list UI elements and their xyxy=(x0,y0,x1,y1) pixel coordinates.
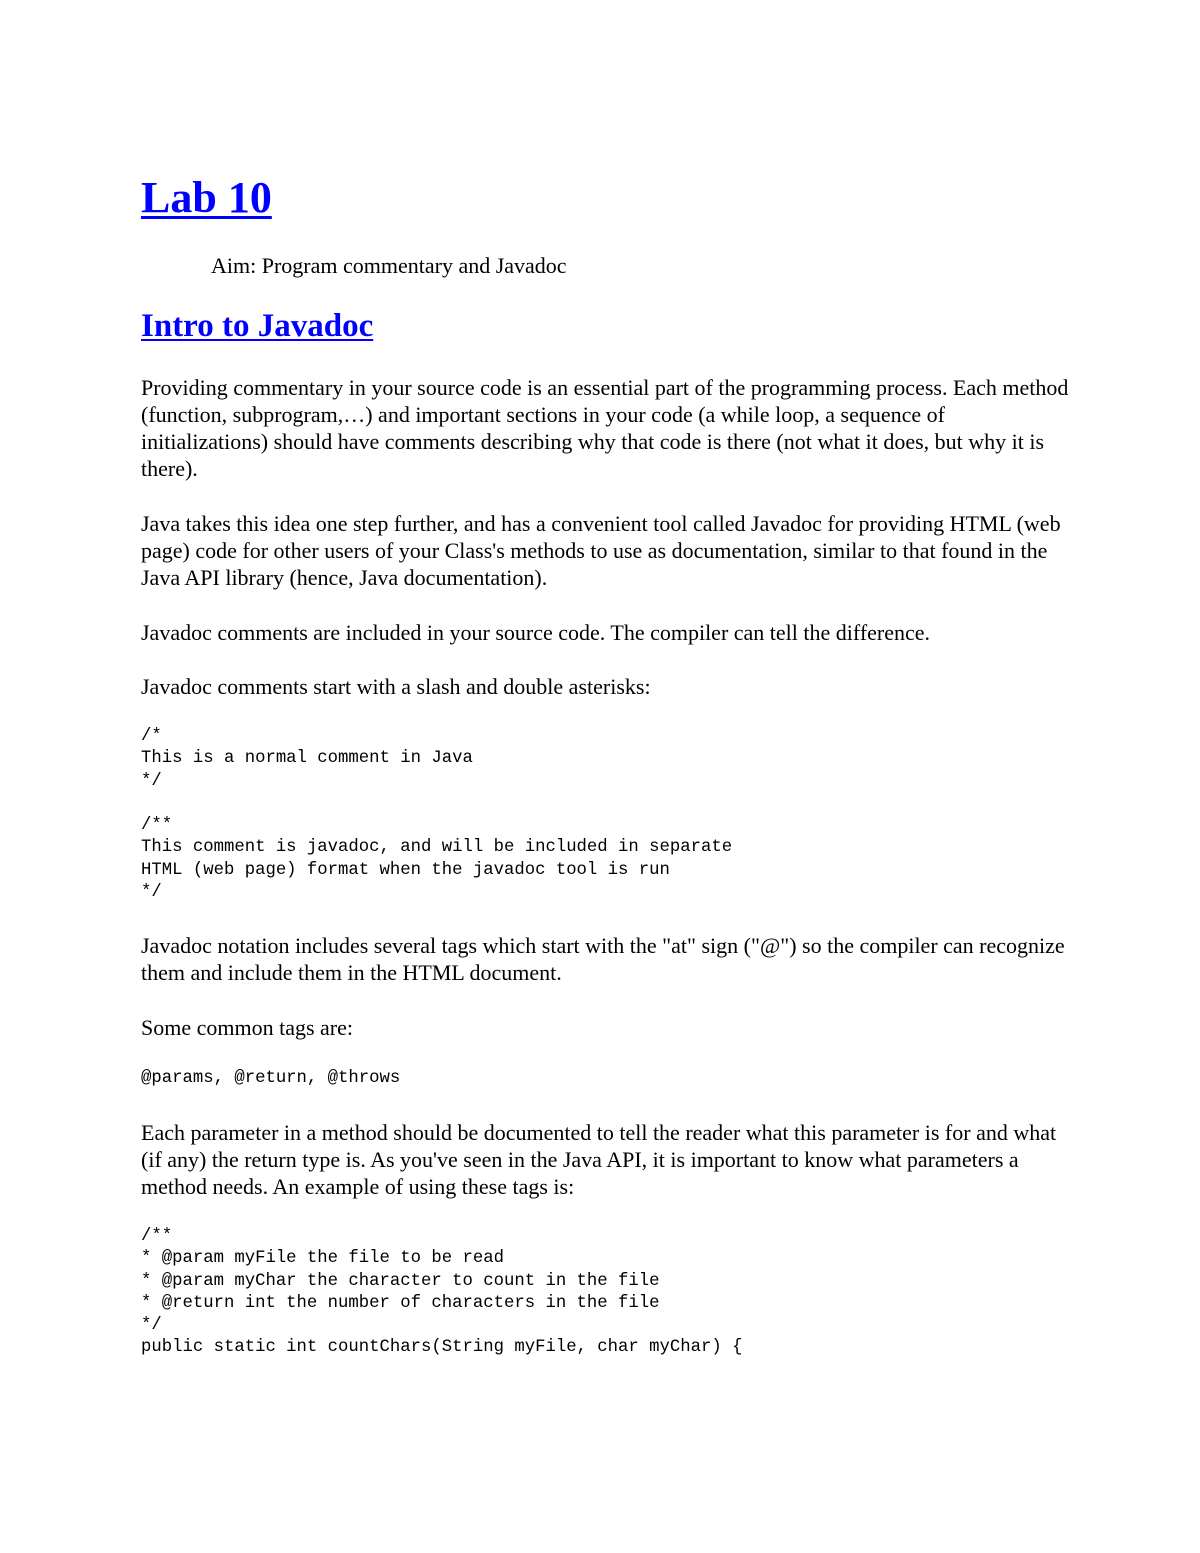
paragraph-javadoc-start: Javadoc comments start with a slash and double asterisks: xyxy=(141,674,651,699)
paragraph-intro: Providing commentary in your source code is an essential part of the programming process. Each method (function, subprogram,…) and important sections in your code (a while loop, a sequence of initializations) should have comments describing why that code is there (not what it does, but why it is there). xyxy=(141,375,1069,481)
code-block-tags: @params, @return, @throws xyxy=(141,1069,401,1088)
paragraph-each-parameter: Each parameter in a method should be documented to tell the reader what this parameter is for and what (if any) the return type is. As you've seen in the Java API, it is important to know what parameters a method needs. An example of using these tags is: xyxy=(141,1120,1057,1199)
aim-line: Aim: Program commentary and Javadoc xyxy=(211,253,567,278)
paragraph-common-tags: Some common tags are: xyxy=(141,1015,354,1040)
code-block-example: /** * @param myFile the file to be read * @param myChar the character to count in the file * @return int the number of characters in the file */ public static int countChars(String myFile, char myChar) { xyxy=(141,1227,743,1358)
section-heading[interactable]: Intro to Javadoc xyxy=(141,308,374,344)
paragraph-javadoc-notation: Javadoc notation includes several tags which start with the "at" sign ("@") so the compiler can recognize them and include them in the HTML document. xyxy=(141,933,1065,985)
page-title[interactable]: Lab 10 xyxy=(141,173,272,222)
paragraph-java-takes: Java takes this idea one step further, and has a convenient tool called Javadoc for providing HTML (web page) code for other users of your Class's methods to use as documentation, similar to that found in the Java API library (hence, Java documentation). xyxy=(141,511,1061,590)
paragraph-javadoc-included: Javadoc comments are included in your source code. The compiler can tell the difference. xyxy=(141,620,931,645)
code-block-comments: /* This is a normal comment in Java */ /** This comment is javadoc, and will be included in separate HTML (web page) format when the javadoc tool is run */ xyxy=(141,727,733,903)
